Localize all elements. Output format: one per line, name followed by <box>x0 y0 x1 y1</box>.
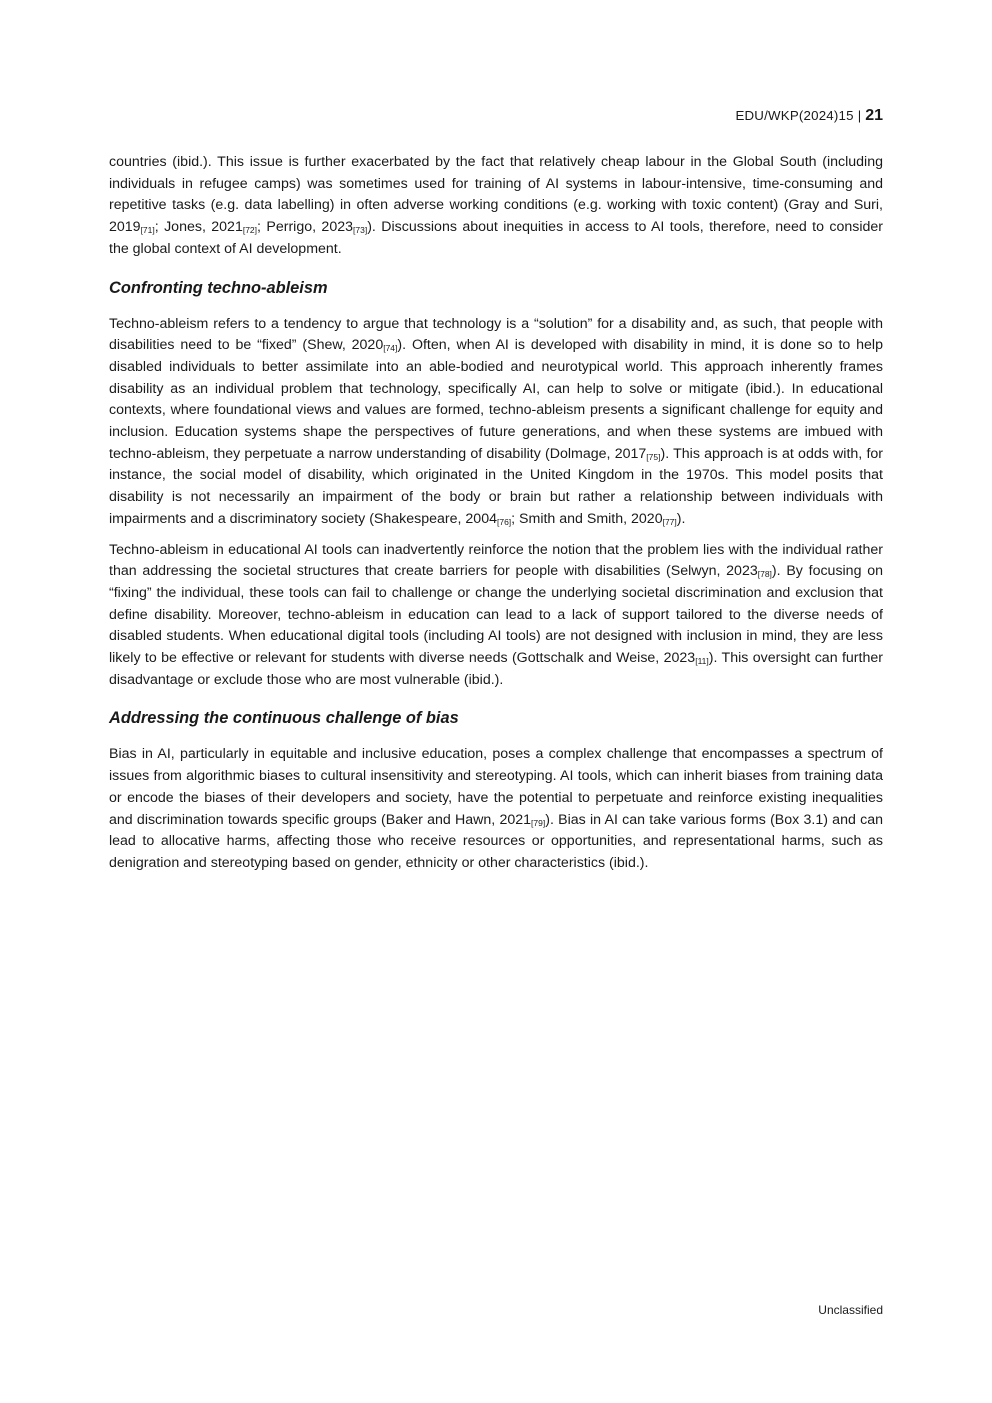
paragraph-text: Techno-ableism refers to a tendency to argue that technology is a “solution” for a disability and, as such, that people with disabilities need to be “fixed” (Shew, 2020 <box>109 315 883 354</box>
citation-ref: [74] <box>383 343 398 354</box>
citation-ref: [11] <box>695 656 709 667</box>
citation-ref: [77] <box>662 516 677 527</box>
paragraph-text: ). <box>676 510 686 527</box>
citation-ref: [71] <box>140 225 155 236</box>
header-separator: | <box>857 108 862 123</box>
paragraph-text: ). Discussions about inequities in access to AI tools, therefore, need to consider the global context of AI development. <box>109 219 883 257</box>
classification-footer: Unclassified <box>818 1303 883 1317</box>
paragraph-text: ). This approach is at odds with, for instance, the social model of disability, which originated in the United Kingdom in the 1970s. This model posits that disability is not necessarily an impairment of the body or brain but rather a relationship between individuals with impairments and a discriminatory society (Shakespeare, 2004 <box>109 445 883 527</box>
paragraph-text: Techno-ableism in educational AI tools can inadvertently reinforce the notion that the problem lies with the individual rather than addressing the societal structures that create barriers for people with disabilities (Selwyn, 2023 <box>109 541 883 580</box>
citation-ref: [73] <box>353 225 368 236</box>
citation-ref: [75] <box>646 451 661 462</box>
paragraph-techno-ableism-definition <box>109 314 883 531</box>
paragraph-bias-in-ai <box>109 744 883 874</box>
paragraph-global-context <box>109 152 883 261</box>
paragraph-text: ). Often, when AI is developed with disability in mind, it is done so to help disabled individuals to better assimilate into an able-bodied and neurotypical world. This approach inherently frames disability as an individual problem that technology, specifically AI, can help to solve or mitigate (ibid.). In educational contexts, where foundational views and values are formed, techno-ableism presents a significant challenge for equity and inclusion. Education systems shape the perspectives of future generations, and when these systems are imbued with techno-ableism, they perpetuate a narrow understanding of disability (Dolmage, 2017 <box>109 337 883 462</box>
paragraph-text: ). Bias in AI can take various forms (Box 3.1) and can lead to allocative harms, affecting those who receive resources or opportunities, and representational harms, such as denigration and stereotyping based on gender, ethnicity or other characteristics (ibid.). <box>109 811 883 871</box>
citation-ref: [72] <box>242 225 258 236</box>
paragraph-text: ). By focusing on “fixing” the individual, these tools can fail to challenge or change the underlying societal discrimination and exclusion that define disability. Moreover, techno-ableism in education can lead to a lack of support tailored to the diverse needs of disabled students. When educational digital tools (including AI tools) are not designed with inclusion in mind, they are less likely to be effective or relevant for students with diverse needs (Gottschalk and Weise, 2023 <box>109 563 883 667</box>
paragraph-techno-ableism-tools <box>109 540 883 692</box>
citation-ref: [79] <box>531 817 546 828</box>
paragraph-text: ; Perrigo, 2023 <box>257 219 353 236</box>
paragraph-text: ). This oversight can further disadvantage or exclude those who are most vulnerable (ibid.). <box>109 650 883 688</box>
page-number: 21 <box>865 107 883 124</box>
page-header <box>735 106 883 126</box>
paragraph-text: countries (ibid.). This issue is further exacerbated by the fact that relatively cheap labour in the Global South (including individuals in refugee camps) was sometimes used for training of AI systems in labour-intensive, time-consuming and repetitive tasks (e.g. data labelling) in often adverse working conditions (e.g. working with toxic content) (Gray and Suri, 2019 <box>109 154 883 236</box>
citation-ref: [78] <box>757 569 772 580</box>
section-heading-techno-ableism: Confronting techno-ableism <box>109 278 328 297</box>
paragraph-text: ; Smith and Smith, 2020 <box>511 510 663 527</box>
page-body <box>109 152 883 884</box>
paragraph-text: Bias in AI, particularly in equitable and inclusive education, poses a complex challenge that encompasses a spectrum of issues from algorithmic biases to cultural insensitivity and stereotyping. AI tools, which can inherit biases from training data or encode the biases of their developers and society, have the potential to perpetuate and reinforce existing inequalities and discrimination towards specific groups (Baker and Hawn, 2021 <box>109 746 883 828</box>
document-reference: EDU/WKP(2024)15 <box>735 108 854 123</box>
section-heading-bias: Addressing the continuous challenge of bias <box>109 709 459 728</box>
citation-ref: [76] <box>496 516 512 527</box>
paragraph-text: ; Jones, 2021 <box>154 219 243 236</box>
